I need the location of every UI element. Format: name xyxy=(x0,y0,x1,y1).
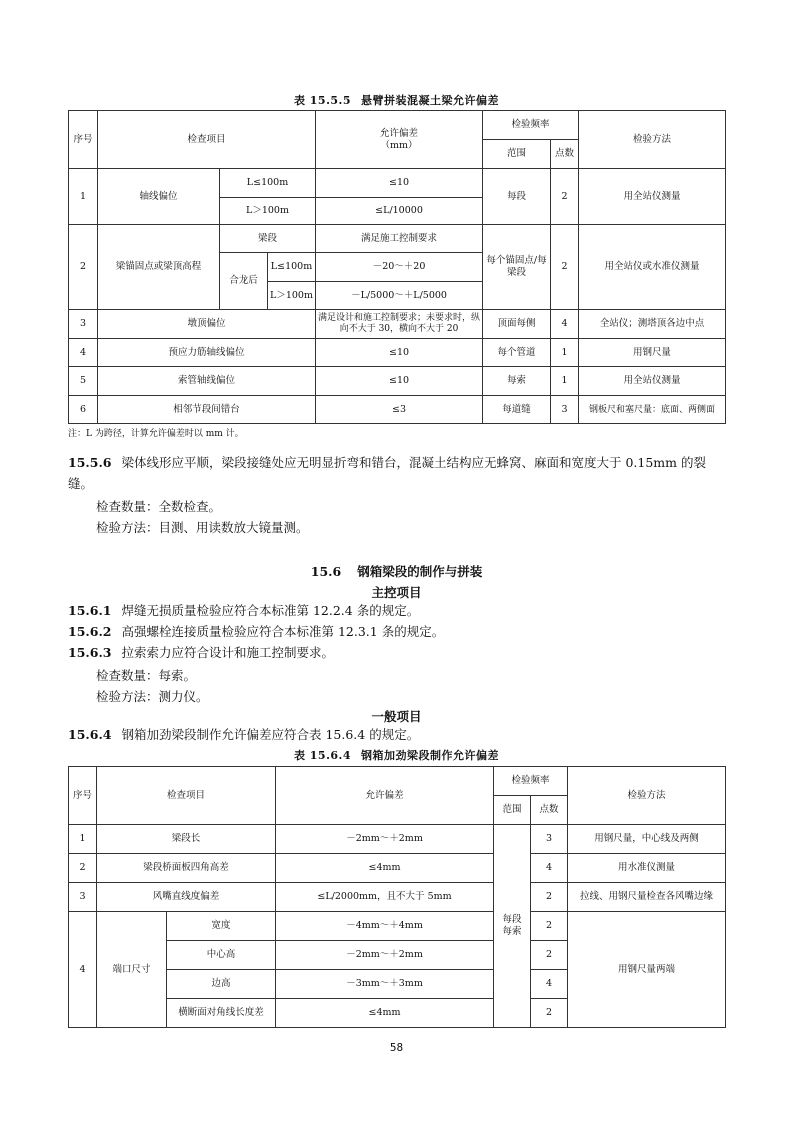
header-item: 检查项目 xyxy=(98,111,316,169)
clause-text: 焊缝无损质量检验应符合本标准第 12.2.4 条的规定。 xyxy=(121,603,420,618)
row-tolerance: －2mm～＋2mm xyxy=(276,941,494,970)
row-item: 梁段长 xyxy=(97,825,276,854)
table-row xyxy=(69,225,726,253)
row-subitem: 梁段 xyxy=(220,225,316,253)
row-item: 风嘴直线度偏差 xyxy=(97,883,276,912)
row-points: 2 xyxy=(531,912,568,941)
header-tolerance: 允许偏差 xyxy=(276,767,494,825)
header-frequency: 检验频率 xyxy=(483,111,579,140)
table-row xyxy=(69,169,726,198)
table-row xyxy=(69,912,726,941)
row-method: 用全站仪测量 xyxy=(579,169,726,225)
row-tolerance: ≤L/2000mm，且不大于 5mm xyxy=(276,883,494,912)
row-tolerance: 满足设计和施工控制要求；未要求时，纵向不大于 30，横向不大于 20 xyxy=(316,310,483,339)
table2-caption xyxy=(0,747,793,763)
header-seq: 序号 xyxy=(69,767,97,825)
row-subitem: 中心高 xyxy=(167,941,276,970)
clause-text: 拉索索力应符合设计和施工控制要求。 xyxy=(121,645,335,660)
clause-text: 钢箱加劲梁段制作允许偏差应符合表 15.6.4 的规定。 xyxy=(121,727,420,742)
row-points: 1 xyxy=(551,367,579,396)
row-item: 索管轴线偏位 xyxy=(98,367,316,396)
row-method: 用钢尺量，中心线及两侧 xyxy=(568,825,726,854)
row-method: 拉线、用钢尺量检查各风嘴边缘 xyxy=(568,883,726,912)
row-tolerance: －2mm～＋2mm xyxy=(276,825,494,854)
row-method: 用全站仪测量 xyxy=(579,367,726,396)
row-tolerance: －L/5000～＋L/5000 xyxy=(316,282,483,310)
row-tolerance: ≤4mm xyxy=(276,999,494,1028)
row-subitem: L＞100m xyxy=(268,282,316,310)
row-seq: 4 xyxy=(69,339,98,367)
clause-number: 15.6.3 xyxy=(68,645,112,660)
row-scope: 每段 xyxy=(483,169,551,225)
row-subitem: 横断面对角线长度差 xyxy=(167,999,276,1028)
header-tolerance-label: 允许偏差 xyxy=(380,127,419,139)
table2-caption-number: 表 15.6.4 xyxy=(293,749,352,762)
general-items-heading: 一般项目 xyxy=(371,709,422,724)
table1-caption xyxy=(0,92,793,108)
row-tolerance: ≤4mm xyxy=(276,854,494,883)
row-points: 2 xyxy=(551,225,579,310)
clause-number: 15.6.4 xyxy=(68,727,112,742)
table2-caption-title: 钢箱加劲梁段制作允许偏差 xyxy=(361,749,500,762)
row-tolerance: ≤10 xyxy=(316,367,483,396)
row-method: 用水准仪测量 xyxy=(568,854,726,883)
section-title: 钢箱梁段的制作与拼装 xyxy=(357,564,483,579)
row-seq: 4 xyxy=(69,912,97,1028)
row-tolerance: 满足施工控制要求 xyxy=(316,225,483,253)
row-method: 用钢尺量两端 xyxy=(568,912,726,1028)
header-seq: 序号 xyxy=(69,111,98,169)
header-points: 点数 xyxy=(551,140,579,169)
header-tolerance-unit: （mm） xyxy=(380,139,418,151)
row-points: 2 xyxy=(551,169,579,225)
row-scope: 每道缝 xyxy=(483,396,551,424)
row-method: 用全站仪或水准仪测量 xyxy=(579,225,726,310)
row-item: 梁段桥面板四角高差 xyxy=(97,854,276,883)
row-points: 1 xyxy=(551,339,579,367)
row-seq: 1 xyxy=(69,169,98,225)
table-row xyxy=(69,339,726,367)
clause-15-6-2 xyxy=(68,621,724,642)
clause-15-6-3-method: 检验方法：测力仪。 xyxy=(96,689,209,704)
row-seq: 1 xyxy=(69,825,97,854)
row-scope: 顶面每侧 xyxy=(483,310,551,339)
table1-caption-title: 悬臂拼装混凝土梁允许偏差 xyxy=(361,94,500,107)
row-points: 2 xyxy=(531,941,568,970)
clause-15-5-6-quantity: 检查数量：全数检查。 xyxy=(96,499,222,514)
clause-15-6-4 xyxy=(68,724,724,745)
row-points: 4 xyxy=(531,854,568,883)
row-item: 墩顶偏位 xyxy=(98,310,316,339)
main-items-heading: 主控项目 xyxy=(371,585,422,600)
row-method: 用钢尺量 xyxy=(579,339,726,367)
table-row xyxy=(69,367,726,396)
table-row xyxy=(69,854,726,883)
row-seq: 3 xyxy=(69,310,98,339)
row-scope: 每个锚固点/每梁段 xyxy=(483,225,551,310)
row-seq: 6 xyxy=(69,396,98,424)
table-row xyxy=(69,310,726,339)
row-seq: 2 xyxy=(69,854,97,883)
clause-15-6-1 xyxy=(68,600,724,621)
row-scope: 每段每索 xyxy=(494,825,531,1028)
header-item: 检查项目 xyxy=(97,767,276,825)
row-scope: 每个管道 xyxy=(483,339,551,367)
header-frequency: 检验频率 xyxy=(494,767,568,796)
row-method: 钢板尺和塞尺量：底面、两侧面 xyxy=(579,396,726,424)
row-points: 2 xyxy=(531,999,568,1028)
row-points: 2 xyxy=(531,883,568,912)
row-subitem: 边高 xyxy=(167,970,276,999)
row-tolerance: ≤3 xyxy=(316,396,483,424)
row-subitem: L≤100m xyxy=(220,169,316,198)
row-tolerance: ≤L/10000 xyxy=(316,198,483,225)
table-15-6-4 xyxy=(68,766,726,1028)
header-tolerance xyxy=(316,111,483,169)
row-subitem: L＞100m xyxy=(220,198,316,225)
table1-caption-number: 表 15.5.5 xyxy=(293,94,352,107)
clause-15-6-3 xyxy=(68,642,724,663)
row-subitem: 宽度 xyxy=(167,912,276,941)
section-number: 15.6 xyxy=(310,564,342,579)
row-tolerance: －3mm～＋3mm xyxy=(276,970,494,999)
row-seq: 2 xyxy=(69,225,98,310)
table-15-5-5 xyxy=(68,110,726,424)
row-item: 轴线偏位 xyxy=(98,169,220,225)
row-tolerance: ≤10 xyxy=(316,339,483,367)
row-item: 端口尺寸 xyxy=(97,912,167,1028)
table-row xyxy=(69,883,726,912)
row-tolerance: ≤10 xyxy=(316,169,483,198)
header-scope: 范围 xyxy=(494,796,531,825)
row-item: 相邻节段间错台 xyxy=(98,396,316,424)
page-number: 58 xyxy=(389,1041,404,1054)
row-points: 3 xyxy=(551,396,579,424)
row-points: 4 xyxy=(551,310,579,339)
row-scope: 每索 xyxy=(483,367,551,396)
header-method: 检验方法 xyxy=(568,767,726,825)
clause-text: 梁体线形应平顺，梁段接缝处应无明显折弯和错台，混凝土结构应无蜂窝、麻面和宽度大于 0.15mm 的裂缝。 xyxy=(68,455,706,491)
clause-number: 15.6.2 xyxy=(68,624,112,639)
header-points: 点数 xyxy=(531,796,568,825)
row-item: 预应力筋轴线偏位 xyxy=(98,339,316,367)
clause-text: 高强螺栓连接质量检验应符合本标准第 12.3.1 条的规定。 xyxy=(121,624,445,639)
row-tolerance: －20～＋20 xyxy=(316,253,483,282)
clause-15-6-3-quantity: 检查数量：每索。 xyxy=(96,668,197,683)
row-subitem-group: 合龙后 xyxy=(220,253,268,310)
header-method: 检验方法 xyxy=(579,111,726,169)
row-subitem: L≤100m xyxy=(268,253,316,282)
header-scope: 范围 xyxy=(483,140,551,169)
row-method: 全站仪；测塔顶各边中点 xyxy=(579,310,726,339)
row-tolerance: －4mm～＋4mm xyxy=(276,912,494,941)
row-seq: 5 xyxy=(69,367,98,396)
clause-15-5-6 xyxy=(68,452,724,494)
table1-note: 注：L 为跨径，计算允许偏差时以 mm 计。 xyxy=(68,429,244,439)
clause-15-5-6-method: 检验方法：目测、用读数放大镜量测。 xyxy=(96,520,309,535)
row-seq: 3 xyxy=(69,883,97,912)
row-item: 梁锚固点或梁顶高程 xyxy=(98,225,220,310)
row-points: 3 xyxy=(531,825,568,854)
table-row xyxy=(69,396,726,424)
section-heading xyxy=(0,562,793,580)
row-points: 4 xyxy=(531,970,568,999)
clause-number: 15.5.6 xyxy=(68,455,112,470)
clause-number: 15.6.1 xyxy=(68,603,112,618)
table-row xyxy=(69,825,726,854)
